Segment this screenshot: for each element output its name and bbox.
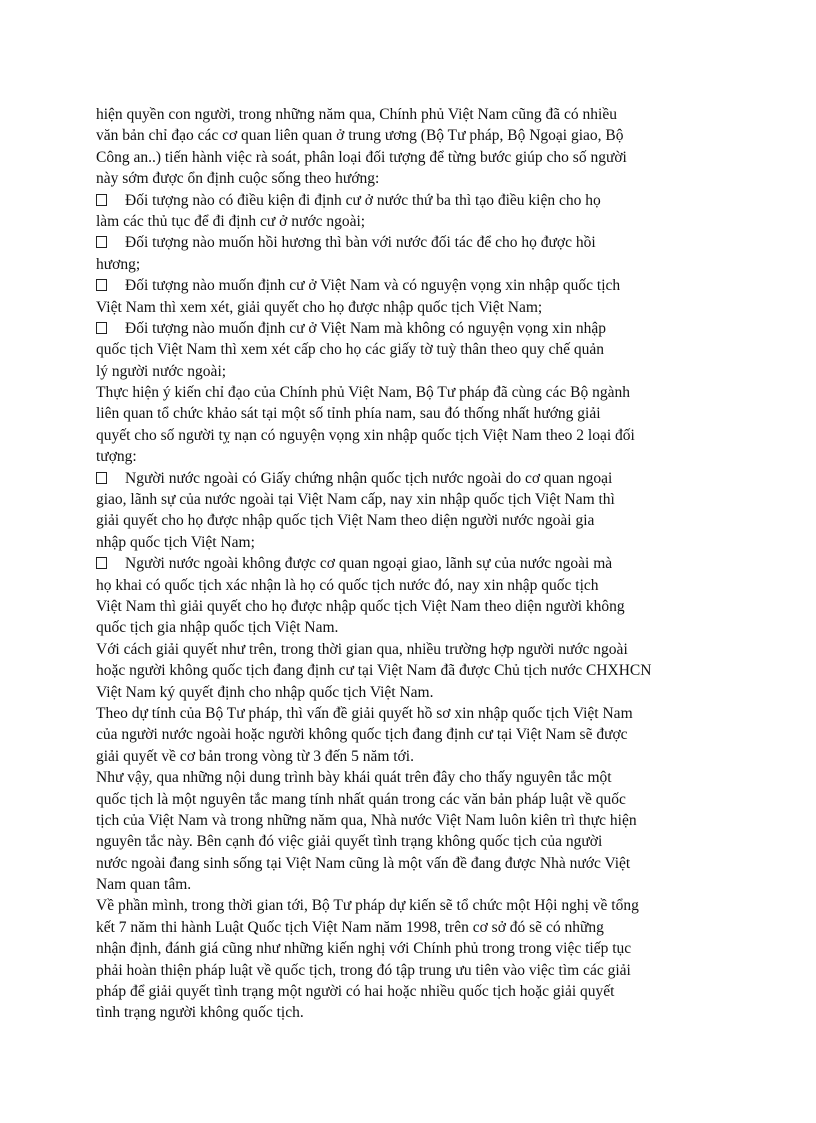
line-text: Người nước ngoài không được cơ quan ngoại giao, lãnh sự của nước ngoài mà	[125, 555, 613, 573]
text-line	[96, 403, 696, 424]
text-line	[96, 104, 696, 125]
bullet-list-item	[96, 275, 696, 296]
line-text: Thực hiện ý kiến chỉ đạo của Chính phủ Việt Nam, Bộ Tư pháp đã cùng các Bộ ngành	[96, 384, 630, 402]
text-line	[96, 660, 696, 681]
text-line	[96, 682, 696, 703]
square-bullet-icon	[96, 279, 107, 291]
text-line	[96, 853, 696, 874]
line-text: hoặc người không quốc tịch đang định cư tại Việt Nam đã được Chủ tịch nước CHXHCN	[96, 662, 652, 680]
line-text: Công an..) tiến hành việc rà soát, phân loại đối tượng để từng bước giúp cho số người	[96, 148, 627, 166]
text-line	[96, 1002, 696, 1023]
bullet-list-item	[96, 553, 696, 574]
text-line	[96, 639, 696, 660]
line-text: nhập quốc tịch Việt Nam;	[96, 533, 255, 551]
line-text: nước ngoài đang sinh sống tại Việt Nam cũng là một vấn đề đang được Nhà nước Việt	[96, 854, 631, 872]
text-line	[96, 810, 696, 831]
line-text: nguyên tắc này. Bên cạnh đó việc giải quyết tình trạng không quốc tịch của người	[96, 833, 603, 851]
bullet-list-item	[96, 190, 696, 211]
line-text: lý người nước ngoài;	[96, 362, 227, 380]
line-text: Việt Nam thì xem xét, giải quyết cho họ được nhập quốc tịch Việt Nam;	[96, 298, 543, 316]
text-line	[96, 425, 696, 446]
line-text: quốc tịch Việt Nam thì xem xét cấp cho họ các giấy tờ tuỳ thân theo quy chế quản	[96, 341, 604, 359]
line-text: hương;	[96, 255, 141, 273]
line-text: Đối tượng nào muốn định cư ở Việt Nam và có nguyện vọng xin nhập quốc tịch	[125, 277, 621, 295]
text-line	[96, 361, 696, 382]
text-line	[96, 767, 696, 788]
text-line	[96, 703, 696, 724]
line-text: Theo dự tính của Bộ Tư pháp, thì vấn đề giải quyết hồ sơ xin nhập quốc tịch Việt Nam	[96, 704, 633, 722]
line-text: tình trạng người không quốc tịch.	[96, 1004, 304, 1022]
text-line	[96, 960, 696, 981]
line-text: liên quan tổ chức khảo sát tại một số tỉnh phía nam, sau đó thống nhất hướng giải	[96, 405, 601, 423]
text-line	[96, 147, 696, 168]
text-line	[96, 895, 696, 916]
text-line	[96, 510, 696, 531]
line-text: này sớm được ổn định cuộc sống theo hướng:	[96, 170, 380, 188]
text-line	[96, 789, 696, 810]
line-text: phải hoàn thiện pháp luật về quốc tịch, trong đó tập trung ưu tiên vào việc tìm các giải	[96, 961, 631, 979]
text-line	[96, 617, 696, 638]
text-line	[96, 125, 696, 146]
line-text: Việt Nam thì giải quyết cho họ được nhập quốc tịch Việt Nam theo diện người không	[96, 597, 625, 615]
text-line	[96, 981, 696, 1002]
text-line	[96, 596, 696, 617]
square-bullet-icon	[96, 472, 107, 484]
line-text: pháp để giải quyết tình trạng một người có hai hoặc nhiều quốc tịch hoặc giải quyết	[96, 983, 615, 1001]
line-text: nhận định, đánh giá cũng như những kiến nghị với Chính phủ trong trong việc tiếp tục	[96, 940, 632, 958]
square-bullet-icon	[96, 236, 107, 248]
text-line	[96, 575, 696, 596]
line-text: giải quyết về cơ bản trong vòng từ 3 đến 5 năm tới.	[96, 747, 414, 765]
text-line	[96, 446, 696, 467]
square-bullet-icon	[96, 194, 107, 206]
line-text: họ khai có quốc tịch xác nhận là họ có quốc tịch nước đó, nay xin nhập quốc tịch	[96, 576, 599, 594]
text-line	[96, 297, 696, 318]
line-text: quốc tịch gia nhập quốc tịch Việt Nam.	[96, 619, 339, 637]
line-text: Như vậy, qua những nội dung trình bày khái quát trên đây cho thấy nguyên tắc một	[96, 769, 612, 787]
text-line	[96, 211, 696, 232]
text-line	[96, 254, 696, 275]
document-body	[96, 104, 696, 1024]
text-line	[96, 724, 696, 745]
line-text: Với cách giải quyết như trên, trong thời gian qua, nhiều trường hợp người nước ngoài	[96, 640, 628, 658]
line-text: Đối tượng nào có điều kiện đi định cư ở nước thứ ba thì tạo điều kiện cho họ	[125, 191, 601, 209]
line-text: tượng:	[96, 448, 137, 466]
text-line	[96, 339, 696, 360]
line-text: Nam quan tâm.	[96, 876, 192, 894]
line-text: giải quyết cho họ được nhập quốc tịch Việt Nam theo diện người nước ngoài gia	[96, 512, 595, 530]
bullet-list-item	[96, 232, 696, 253]
line-text: giao, lãnh sự của nước ngoài tại Việt Nam cấp, nay xin nhập quốc tịch Việt Nam thì	[96, 491, 615, 509]
line-text: Đối tượng nào muốn định cư ở Việt Nam mà không có nguyện vọng xin nhập	[125, 319, 606, 337]
line-text: tịch của Việt Nam và trong những năm qua, Nhà nước Việt Nam luôn kiên trì thực hiện	[96, 811, 637, 829]
text-line	[96, 746, 696, 767]
text-line	[96, 831, 696, 852]
text-line	[96, 168, 696, 189]
line-text: hiện quyền con người, trong những năm qua, Chính phủ Việt Nam cũng đã có nhiều	[96, 106, 617, 123]
text-line	[96, 489, 696, 510]
square-bullet-icon	[96, 322, 107, 334]
line-text: quyết cho số người tỵ nạn có nguyện vọng xin nhập quốc tịch Việt Nam theo 2 loại đối	[96, 426, 635, 444]
text-line	[96, 917, 696, 938]
line-text: làm các thủ tục để đi định cư ở nước ngoài;	[96, 212, 366, 230]
text-line	[96, 874, 696, 895]
text-line	[96, 382, 696, 403]
bullet-list-item	[96, 468, 696, 489]
line-text: quốc tịch là một nguyên tắc mang tính nhất quán trong các văn bản pháp luật về quốc	[96, 790, 626, 808]
text-line	[96, 532, 696, 553]
line-text: Đối tượng nào muốn hồi hương thì bàn với nước đối tác để cho họ được hồi	[125, 234, 596, 252]
line-text: Người nước ngoài có Giấy chứng nhận quốc tịch nước ngoài do cơ quan ngoại	[125, 469, 613, 487]
bullet-list-item	[96, 318, 696, 339]
line-text: của người nước ngoài hoặc người không quốc tịch đang định cư tại Việt Nam sẽ được	[96, 726, 628, 744]
text-line	[96, 938, 696, 959]
line-text: Về phần mình, trong thời gian tới, Bộ Tư pháp dự kiến sẽ tổ chức một Hội nghị về tổng	[96, 897, 639, 915]
line-text: Việt Nam ký quyết định cho nhập quốc tịch Việt Nam.	[96, 683, 434, 701]
line-text: kết 7 năm thi hành Luật Quốc tịch Việt Nam năm 1998, trên cơ sở đó sẽ có những	[96, 918, 604, 936]
line-text: văn bản chỉ đạo các cơ quan liên quan ở trung ương (Bộ Tư pháp, Bộ Ngoại giao, Bộ	[96, 127, 624, 145]
square-bullet-icon	[96, 557, 107, 569]
